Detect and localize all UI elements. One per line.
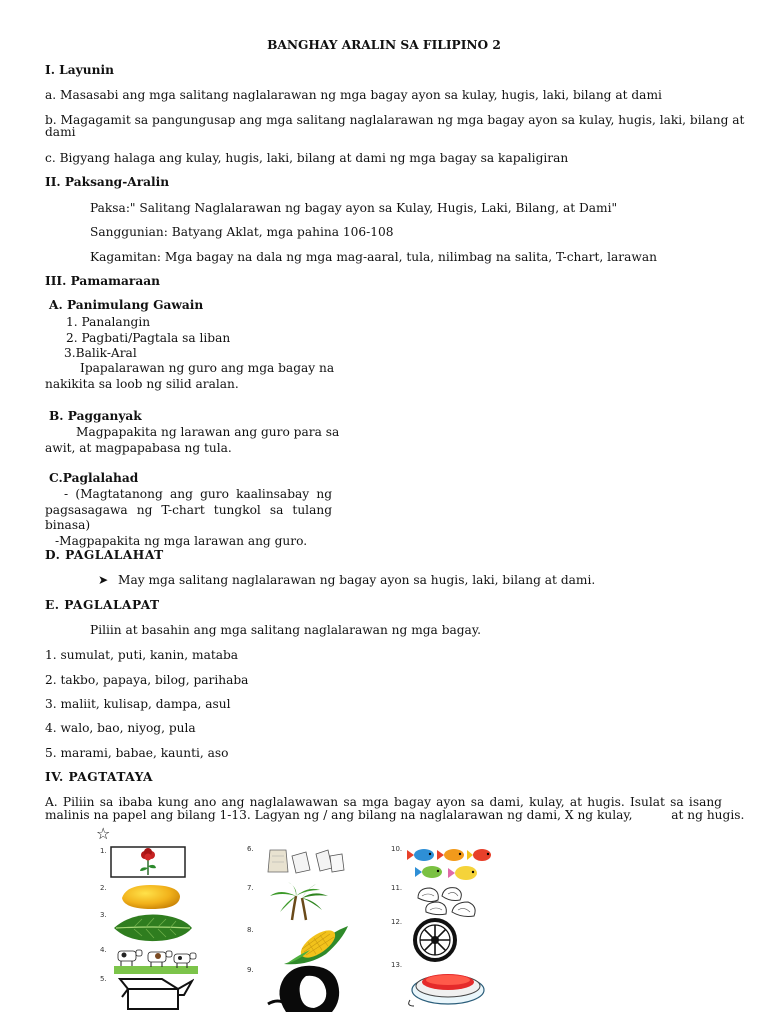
pagtataya-text-line1: A. Piliin sa ibaba kung ano ang naglalawawan sa mga bagay ayon sa dami, kulay, at hugis. Isulat sa isang — [45, 795, 722, 809]
section-paksang-aralin-heading: II. Paksang-Aralin — [45, 175, 170, 189]
wheel-icon — [412, 918, 458, 962]
section-pamamaraan-heading: III. Pamamaraan — [45, 274, 160, 288]
picture-number: 6. — [247, 845, 254, 853]
paglalapat-intro: Piliin at basahin ang mga salitang naglalarawan ng mga bagay. — [90, 623, 481, 637]
leaf-icon — [112, 912, 194, 944]
picture-number: 8. — [247, 926, 254, 934]
pagtataya-heading: IV. PAGTATAYA — [45, 770, 153, 784]
section-layunin-heading: I. Layunin — [45, 63, 114, 77]
panimulang-item-1: 1. Panalangin — [66, 315, 151, 329]
paglalapat-item-2: 2. takbo, papaya, bilog, parihaba — [45, 673, 249, 687]
fishes-icon — [404, 845, 496, 883]
yoyo-icon — [408, 964, 488, 1008]
corn-icon — [282, 924, 350, 966]
picture-number: 13. — [391, 961, 403, 969]
paglalapat-item-4: 4. walo, bao, niyog, pula — [45, 721, 196, 735]
paglalahad-text-line4: -Magpapakita ng mga larawan ang guro. — [55, 534, 308, 548]
shells-icon — [414, 884, 484, 918]
arrow-bullet-icon: ➤ — [98, 573, 109, 587]
pagganyak-text-line1: Magpapakita ng larawan ang guro para sa — [76, 425, 340, 439]
document-title: BANGHAY ARALIN SA FILIPINO 2 — [267, 38, 501, 52]
panimulang-item-2: 2. Pagbati/Pagtala sa liban — [66, 331, 231, 345]
palm-trees-icon — [266, 882, 336, 922]
layunin-b-line1: b. Magagamit sa pangungusap ang mga salitang naglalarawan ng mga bagay ayon sa kulay, hugis, laki, bilang at — [45, 113, 745, 127]
balik-aral-text-line2: nakikita sa loob ng silid aralan. — [45, 377, 239, 391]
sacks-icon — [266, 846, 346, 874]
picture-number: 4. — [100, 946, 107, 954]
girl-long-hair-icon — [266, 964, 350, 1012]
panimulang-gawain-heading: A. Panimulang Gawain — [49, 298, 204, 312]
paglalahad-heading: C.Paglalahad — [49, 471, 139, 485]
paglalapat-item-1: 1. sumulat, puti, kanin, mataba — [45, 648, 239, 662]
mango-icon — [118, 882, 184, 912]
layunin-c: c. Bigyang halaga ang kulay, hugis, laki, bilang at dami ng mga bagay sa kapaligiran — [45, 151, 569, 165]
picture-number: 2. — [100, 884, 107, 892]
pagtataya-text-line2: malinis na papel ang bilang 1-13. Lagyan ng / ang bilang na naglalarawan ng dami, X ng kulay, at ng hugis. — [45, 808, 745, 822]
paglalapat-item-5: 5. marami, babae, kaunti, aso — [45, 746, 229, 760]
picture-number: 10. — [391, 845, 403, 853]
cows-icon — [114, 946, 198, 974]
picture-number: 5. — [100, 975, 107, 983]
picture-number: 11. — [391, 884, 403, 892]
picture-number: 3. — [100, 911, 107, 919]
sanggunian: Sanggunian: Batyang Aklat, mga pahina 106-108 — [90, 225, 394, 239]
picture-number: 7. — [247, 884, 254, 892]
picture-number: 9. — [247, 966, 254, 974]
paglalapat-item-3: 3. maliit, kulisap, dampa, asul — [45, 697, 231, 711]
paglalahad-text-line3: binasa) — [45, 518, 91, 532]
layunin-a: a. Masasabi ang mga salitang naglalarawan ng mga bagay ayon sa kulay, hugis, laki, bilang at dami — [45, 88, 662, 102]
paglalahat-text: May mga salitang naglalarawan ng bagay ayon sa hugis, laki, bilang at dami. — [118, 573, 596, 587]
panimulang-item-3: 3.Balik-Aral — [64, 346, 137, 360]
kagamitan: Kagamitan: Mga bagay na dala ng mga mag-aaral, tula, nilimbag na salita, T-chart, larawan — [90, 250, 657, 264]
paglalapat-heading: E. PAGLALAPAT — [45, 598, 160, 612]
balik-aral-text-line1: Ipapalarawan ng guro ang mga bagay na — [80, 361, 335, 375]
paglalahat-heading: D. PAGLALAHAT — [45, 548, 164, 562]
paglalahad-text-line2: pagsasagawa ng T-chart tungkol sa tulang — [45, 503, 332, 517]
paksa: Paksa:" Salitang Naglalarawan ng bagay ayon sa Kulay, Hugis, Laki, Bilang, at Dami" — [90, 201, 618, 215]
open-box-icon — [118, 975, 194, 1011]
picture-number: 1. — [100, 847, 107, 855]
paglalahad-text-line1: - (Magtatanong ang guro kaalinsabay ng — [64, 487, 332, 501]
pagganyak-text-line2: awit, at magpapabasa ng tula. — [45, 441, 232, 455]
pagganyak-heading: B. Pagganyak — [49, 409, 142, 423]
picture-number: 12. — [391, 918, 403, 926]
rose-in-frame-icon — [110, 846, 186, 878]
layunin-b-line2: dami — [45, 125, 76, 139]
star-icon: ☆ — [96, 824, 111, 843]
